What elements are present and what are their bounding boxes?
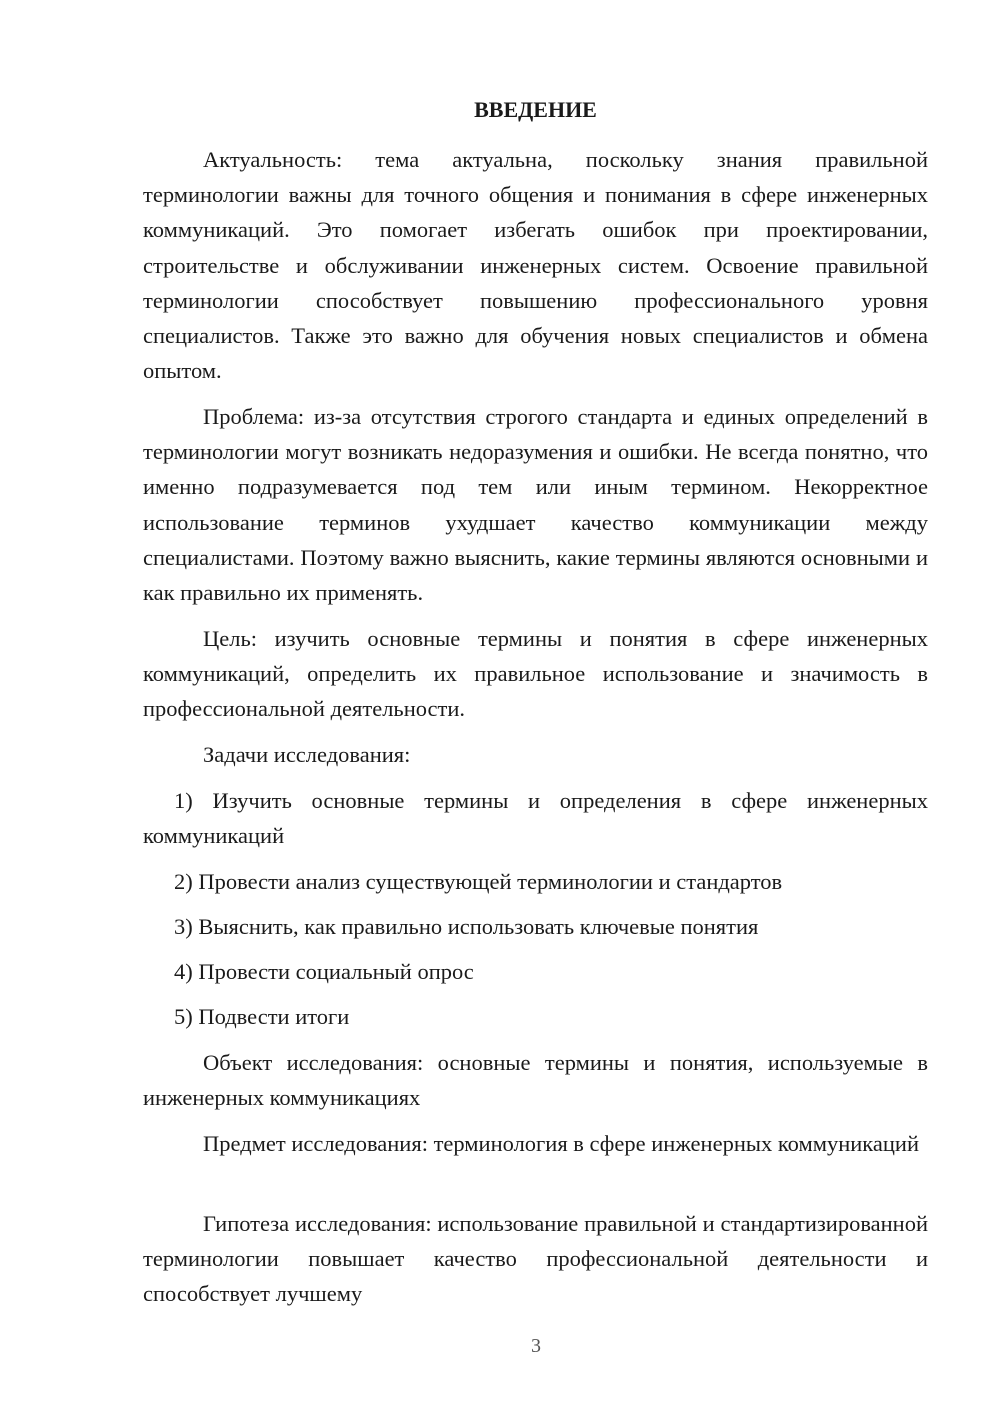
tasks-heading: Задачи исследования: [203,742,411,767]
page-number: 3 [531,1335,541,1357]
section-heading: ВВЕДЕНИЕ [474,97,597,122]
paragraph-object: Объект исследования: основные термины и понятия, используемые в инженерных коммуникациях [143,1050,928,1111]
paragraph-relevance: Актуальность: тема актуальна, поскольку знания правильной терминологии важны для точного общения и понимания в сфере инженерных коммуникаций. Это помогает избегать ошибок при проектировании, строительстве и обслуживании инженерных систем. Освоение правильной терминологии способствует повышению профессионального уровня специалистов. Также это важно для обучения новых специалистов и обмена опытом. [143,147,928,384]
paragraph-subject: Предмет исследования: терминология в сфере инженерных коммуникаций [203,1131,919,1156]
paragraph-hypothesis: Гипотеза исследования: использование правильной и стандартизированной терминологии повышает качество профессиональной деятельности и способствует лучшему [143,1211,928,1307]
paragraph-problem: Проблема: из-за отсутствия строгого стандарта и единых определений в терминологии могут возникать недоразумения и ошибки. Не всегда понятно, что именно подразумевается под тем или иным термином. Некорректное использование терминов ухудшает качество коммуникации между специалистами. Поэтому важно выяснить, какие термины являются основными и как правильно их применять. [143,404,928,606]
task-item-3: 3) Выяснить, как правильно использовать ключевые понятия [174,914,759,939]
task-item-5: 5) Подвести итоги [174,1004,350,1029]
paragraph-goal: Цель: изучить основные термины и понятия в сфере инженерных коммуникаций, определить их правильное использование и значимость в профессиональной деятельности. [143,626,928,722]
task-item-4: 4) Провести социальный опрос [174,959,474,984]
task-item-1: 1) Изучить основные термины и определения в сфере инженерных коммуникаций [143,788,928,849]
task-item-2: 2) Провести анализ существующей терминологии и стандартов [174,869,783,894]
